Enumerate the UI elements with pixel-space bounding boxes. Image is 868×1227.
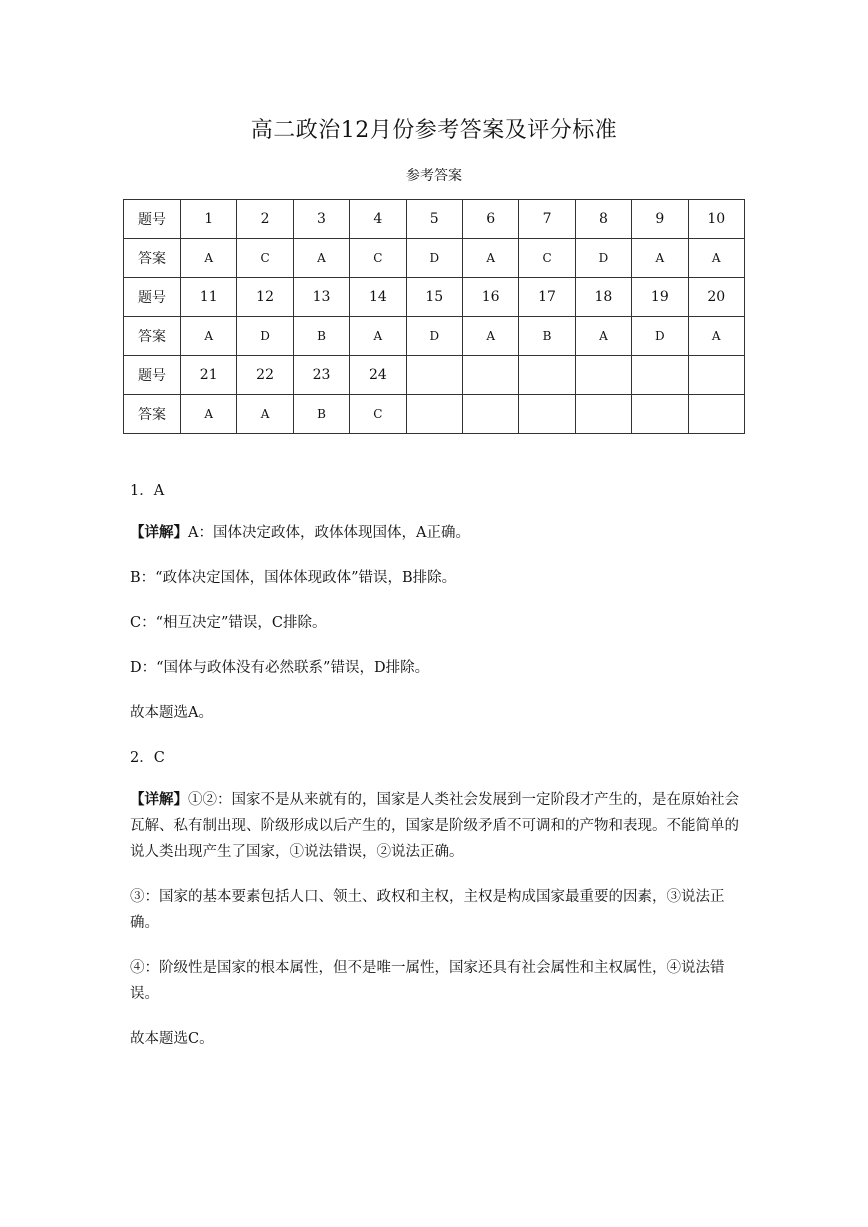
answer-cell: D — [575, 239, 631, 278]
answer-cell: C — [350, 239, 406, 278]
row-header: 题号 — [124, 200, 181, 239]
answer-conclusion: 故本题选C。 — [130, 1031, 214, 1047]
question-number-cell: 11 — [181, 278, 237, 317]
question-number-cell: 8 — [575, 200, 631, 239]
row-header: 题号 — [124, 356, 181, 395]
answer-cell: D — [632, 317, 688, 356]
explanations — [130, 478, 742, 1071]
answer-cell: D — [406, 317, 462, 356]
question-number-cell: 22 — [237, 356, 293, 395]
answer-cell: A — [575, 317, 631, 356]
row-header: 答案 — [124, 317, 181, 356]
answer-cell: A — [181, 395, 237, 434]
question-number-cell: 7 — [519, 200, 575, 239]
answer-cell: D — [406, 239, 462, 278]
question-number-cell: 18 — [575, 278, 631, 317]
question-number-cell: 5 — [406, 200, 462, 239]
question-number-cell: 17 — [519, 278, 575, 317]
row-header: 题号 — [124, 278, 181, 317]
table-row — [124, 239, 745, 278]
question-number-cell: 15 — [406, 278, 462, 317]
row-header: 答案 — [124, 395, 181, 434]
table-row — [124, 278, 745, 317]
explanation-line: ③：国家的基本要素包括人口、领土、政权和主权，主权是构成国家最重要的因素，③说法正确。 — [130, 889, 725, 931]
question-number-cell: 16 — [462, 278, 518, 317]
answer-cell: A — [688, 239, 744, 278]
answer-cell — [688, 395, 744, 434]
question-number-cell: 13 — [293, 278, 349, 317]
question-number-cell — [688, 356, 744, 395]
question-number-cell: 6 — [462, 200, 518, 239]
explanation-line: 【详解】①②：国家不是从来就有的，国家是人类社会发展到一定阶段才产生的，是在原始社会瓦解、私有制出现、阶级形成以后产生的，国家是阶级矛盾不可调和的产物和表现。不能简单的说人类出现产生了国家，①说法错误，②说法正确。 — [130, 791, 739, 860]
question-number-cell: 20 — [688, 278, 744, 317]
row-header: 答案 — [124, 239, 181, 278]
question-number-cell — [632, 356, 688, 395]
answer-cell — [462, 395, 518, 434]
table-row — [124, 200, 745, 239]
question-number-cell: 23 — [293, 356, 349, 395]
question-number-cell: 21 — [181, 356, 237, 395]
answer-conclusion: 故本题选A。 — [130, 705, 213, 721]
answer-cell: B — [293, 395, 349, 434]
question-number-cell: 2 — [237, 200, 293, 239]
page-title: 高二政治12月份参考答案及评分标准 — [250, 118, 618, 143]
answer-cell: C — [350, 395, 406, 434]
answer-cell: A — [462, 239, 518, 278]
question-number-cell — [462, 356, 518, 395]
question-number-cell: 14 — [350, 278, 406, 317]
answer-cell — [632, 395, 688, 434]
detail-tag: 【详解】 — [130, 524, 188, 541]
answer-cell: C — [519, 239, 575, 278]
answer-cell: A — [293, 239, 349, 278]
answer-cell: A — [632, 239, 688, 278]
answer-cell: D — [237, 317, 293, 356]
question-number-cell: 10 — [688, 200, 744, 239]
explanation-line: B：“政体决定国体，国体体现政体”错误，B排除。 — [130, 570, 457, 586]
question-number-cell — [406, 356, 462, 395]
explanation-line: D：“国体与政体没有必然联系”错误，D排除。 — [130, 660, 430, 676]
answer-cell — [575, 395, 631, 434]
question-number: 1．A — [130, 483, 165, 499]
table-row — [124, 395, 745, 434]
answer-cell — [406, 395, 462, 434]
answer-cell: A — [350, 317, 406, 356]
explanation-line: ④：阶级性是国家的根本属性，但不是唯一属性，国家还具有社会属性和主权属性，④说法错误。 — [130, 960, 725, 1002]
question-number-cell: 4 — [350, 200, 406, 239]
question-number-cell: 9 — [632, 200, 688, 239]
question-number-cell: 12 — [237, 278, 293, 317]
question-number: 2．C — [130, 750, 165, 766]
answer-cell: A — [181, 317, 237, 356]
answer-cell — [519, 395, 575, 434]
answer-cell: B — [293, 317, 349, 356]
answer-cell: A — [688, 317, 744, 356]
question-number-cell: 19 — [632, 278, 688, 317]
answer-cell: A — [462, 317, 518, 356]
question-number-cell — [519, 356, 575, 395]
explanation-line: C：“相互决定”错误，C排除。 — [130, 615, 327, 631]
question-number-cell — [575, 356, 631, 395]
answer-cell: A — [181, 239, 237, 278]
answer-cell: A — [237, 395, 293, 434]
answer-table — [123, 199, 745, 434]
table-row — [124, 317, 745, 356]
section-subtitle: 参考答案 — [406, 168, 462, 184]
question-number-cell: 24 — [350, 356, 406, 395]
question-number-cell: 1 — [181, 200, 237, 239]
answer-cell: B — [519, 317, 575, 356]
explanation-line: 【详解】A：国体决定政体，政体体现国体，A正确。 — [130, 524, 470, 541]
answer-cell: C — [237, 239, 293, 278]
detail-tag: 【详解】 — [130, 791, 188, 808]
question-number-cell: 3 — [293, 200, 349, 239]
table-row — [124, 356, 745, 395]
